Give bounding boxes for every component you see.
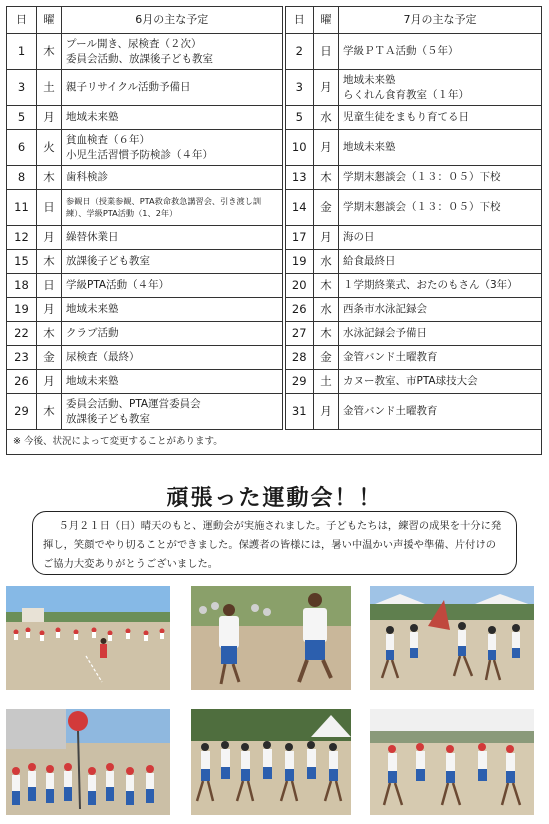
july-weekday-cell: 金 [314, 190, 339, 226]
july-event-cell: 学期末懇談会（１３：０５）下校 [339, 166, 542, 190]
june-day-cell: 15 [7, 250, 37, 274]
june-day-cell: 18 [7, 274, 37, 298]
june-event-cell: 繰替休業日 [62, 226, 284, 250]
july-event-cell: 児童生徒をまもり育てる日 [339, 106, 542, 130]
june-weekday-cell: 日 [37, 274, 62, 298]
schedule-row [7, 70, 542, 106]
sports-day-title: 頑張った運動会！！ [166, 486, 383, 511]
july-weekday-cell: 土 [314, 370, 339, 394]
july-event-cell: 水泳記録会予備日 [339, 322, 542, 346]
june-weekday-cell: 木 [37, 394, 62, 430]
schedule-row [7, 190, 542, 226]
schedule-row [7, 130, 542, 166]
july-day-cell: 20 [284, 274, 314, 298]
june-event-cell: 放課後子ども教室 [62, 250, 284, 274]
july-weekday-cell: 木 [314, 274, 339, 298]
july-day-cell: 28 [284, 346, 314, 370]
june-event-cell: 歯科検診 [62, 166, 284, 190]
july-day-cell: 3 [284, 70, 314, 106]
july-day-cell: 10 [284, 130, 314, 166]
sports-photo-3 [370, 586, 534, 690]
july-title-header: 7月の主な予定 [339, 7, 542, 34]
sports-photo-4 [6, 709, 170, 815]
july-event-cell: 学期末懇談会（１３：０５）下校 [339, 190, 542, 226]
july-event-cell: 金管バンド土曜教育 [339, 346, 542, 370]
schedule-row [7, 394, 542, 430]
june-day-cell: 12 [7, 226, 37, 250]
sports-photo-5 [191, 709, 351, 815]
july-day-cell: 26 [284, 298, 314, 322]
june-weekday-cell: 土 [37, 70, 62, 106]
schedule-row [7, 346, 542, 370]
june-weekday-header: 曜 [37, 7, 62, 34]
july-event-cell: 地域未来塾 らくれん食育教室（１年） [339, 70, 542, 106]
june-weekday-cell: 木 [37, 322, 62, 346]
june-event-cell: 地域未来塾 [62, 298, 284, 322]
schedule-table [6, 6, 542, 455]
june-day-cell: 19 [7, 298, 37, 322]
schedule-row [7, 166, 542, 190]
july-event-cell: 学級ＰＴＡ活動（５年） [339, 34, 542, 70]
june-event-cell: クラブ活動 [62, 322, 284, 346]
schedule-row [7, 226, 542, 250]
july-event-cell: 地域未来塾 [339, 130, 542, 166]
july-event-cell: 給食最終日 [339, 250, 542, 274]
june-weekday-cell: 月 [37, 106, 62, 130]
july-day-cell: 29 [284, 370, 314, 394]
june-event-cell: プール開き、尿検査（２次） 委員会活動、放課後子ども教室 [62, 34, 284, 70]
sports-photo-2 [191, 586, 351, 690]
june-event-cell: 地域未来塾 [62, 370, 284, 394]
july-weekday-cell: 水 [314, 298, 339, 322]
june-day-header: 日 [7, 7, 37, 34]
june-weekday-cell: 月 [37, 298, 62, 322]
june-day-cell: 23 [7, 346, 37, 370]
july-weekday-cell: 月 [314, 226, 339, 250]
june-weekday-cell: 月 [37, 226, 62, 250]
schedule-row [7, 250, 542, 274]
schedule-row [7, 106, 542, 130]
june-weekday-cell: 金 [37, 346, 62, 370]
june-day-cell: 29 [7, 394, 37, 430]
july-weekday-cell: 水 [314, 250, 339, 274]
july-day-cell: 31 [284, 394, 314, 430]
june-event-cell: 学級PTA活動（４年） [62, 274, 284, 298]
july-day-header: 日 [284, 7, 314, 34]
note-row [7, 430, 542, 455]
july-weekday-cell: 木 [314, 322, 339, 346]
june-event-cell: 参観日（授業参観、PTA救命救急講習会、引き渡し訓練）、学級PTA活動（1、2年） [62, 190, 284, 226]
july-event-cell: カヌー教室、市PTA球技大会 [339, 370, 542, 394]
july-day-cell: 13 [284, 166, 314, 190]
june-event-cell: 地域未来塾 [62, 106, 284, 130]
june-weekday-cell: 月 [37, 370, 62, 394]
july-day-cell: 17 [284, 226, 314, 250]
june-event-cell: 尿検査（最終） [62, 346, 284, 370]
june-weekday-cell: 木 [37, 250, 62, 274]
july-event-cell: 西条市水泳記録会 [339, 298, 542, 322]
july-weekday-cell: 月 [314, 394, 339, 430]
schedule-row [7, 274, 542, 298]
sports-photo-1 [6, 586, 170, 690]
july-day-cell: 5 [284, 106, 314, 130]
june-event-cell: 貧血検査（６年） 小児生活習慣予防検診（４年） [62, 130, 284, 166]
july-day-cell: 14 [284, 190, 314, 226]
june-weekday-cell: 木 [37, 34, 62, 70]
july-weekday-cell: 水 [314, 106, 339, 130]
june-weekday-cell: 木 [37, 166, 62, 190]
june-day-cell: 6 [7, 130, 37, 166]
june-day-cell: 8 [7, 166, 37, 190]
schedule-row [7, 322, 542, 346]
june-day-cell: 3 [7, 70, 37, 106]
schedule-row [7, 34, 542, 70]
sports-photo-6 [370, 709, 534, 815]
july-weekday-header: 曜 [314, 7, 339, 34]
schedule-header-row [7, 7, 542, 34]
july-event-cell: １学期終業式、おたのもさん（3年） [339, 274, 542, 298]
july-day-cell: 19 [284, 250, 314, 274]
july-event-cell: 海の日 [339, 226, 542, 250]
june-weekday-cell: 日 [37, 190, 62, 226]
schedule-row [7, 298, 542, 322]
schedule-row [7, 370, 542, 394]
june-title-header: 6月の主な予定 [62, 7, 284, 34]
july-day-cell: 2 [284, 34, 314, 70]
june-day-cell: 11 [7, 190, 37, 226]
june-day-cell: 26 [7, 370, 37, 394]
july-day-cell: 27 [284, 322, 314, 346]
june-event-cell: 親子リサイクル活動予備日 [62, 70, 284, 106]
july-weekday-cell: 日 [314, 34, 339, 70]
schedule-note: ※ 今後、状況によって変更することがあります。 [7, 430, 542, 455]
july-weekday-cell: 月 [314, 70, 339, 106]
june-day-cell: 5 [7, 106, 37, 130]
july-weekday-cell: 金 [314, 346, 339, 370]
june-event-cell: 委員会活動、PTA運営委員会 放課後子ども教室 [62, 394, 284, 430]
july-weekday-cell: 月 [314, 130, 339, 166]
july-weekday-cell: 木 [314, 166, 339, 190]
sports-day-message: ５月２１日（日）晴天のもと、運動会が実施されました。子どもたちは，練習の成果を十分に発揮し，笑顔でやり切ることができました。保護者の皆様には，暑い中温かい声援や準備、片付けのご協力大変ありがとうございました。 [32, 511, 517, 575]
june-weekday-cell: 火 [37, 130, 62, 166]
july-event-cell: 金管バンド土曜教育 [339, 394, 542, 430]
june-day-cell: 22 [7, 322, 37, 346]
june-day-cell: 1 [7, 34, 37, 70]
